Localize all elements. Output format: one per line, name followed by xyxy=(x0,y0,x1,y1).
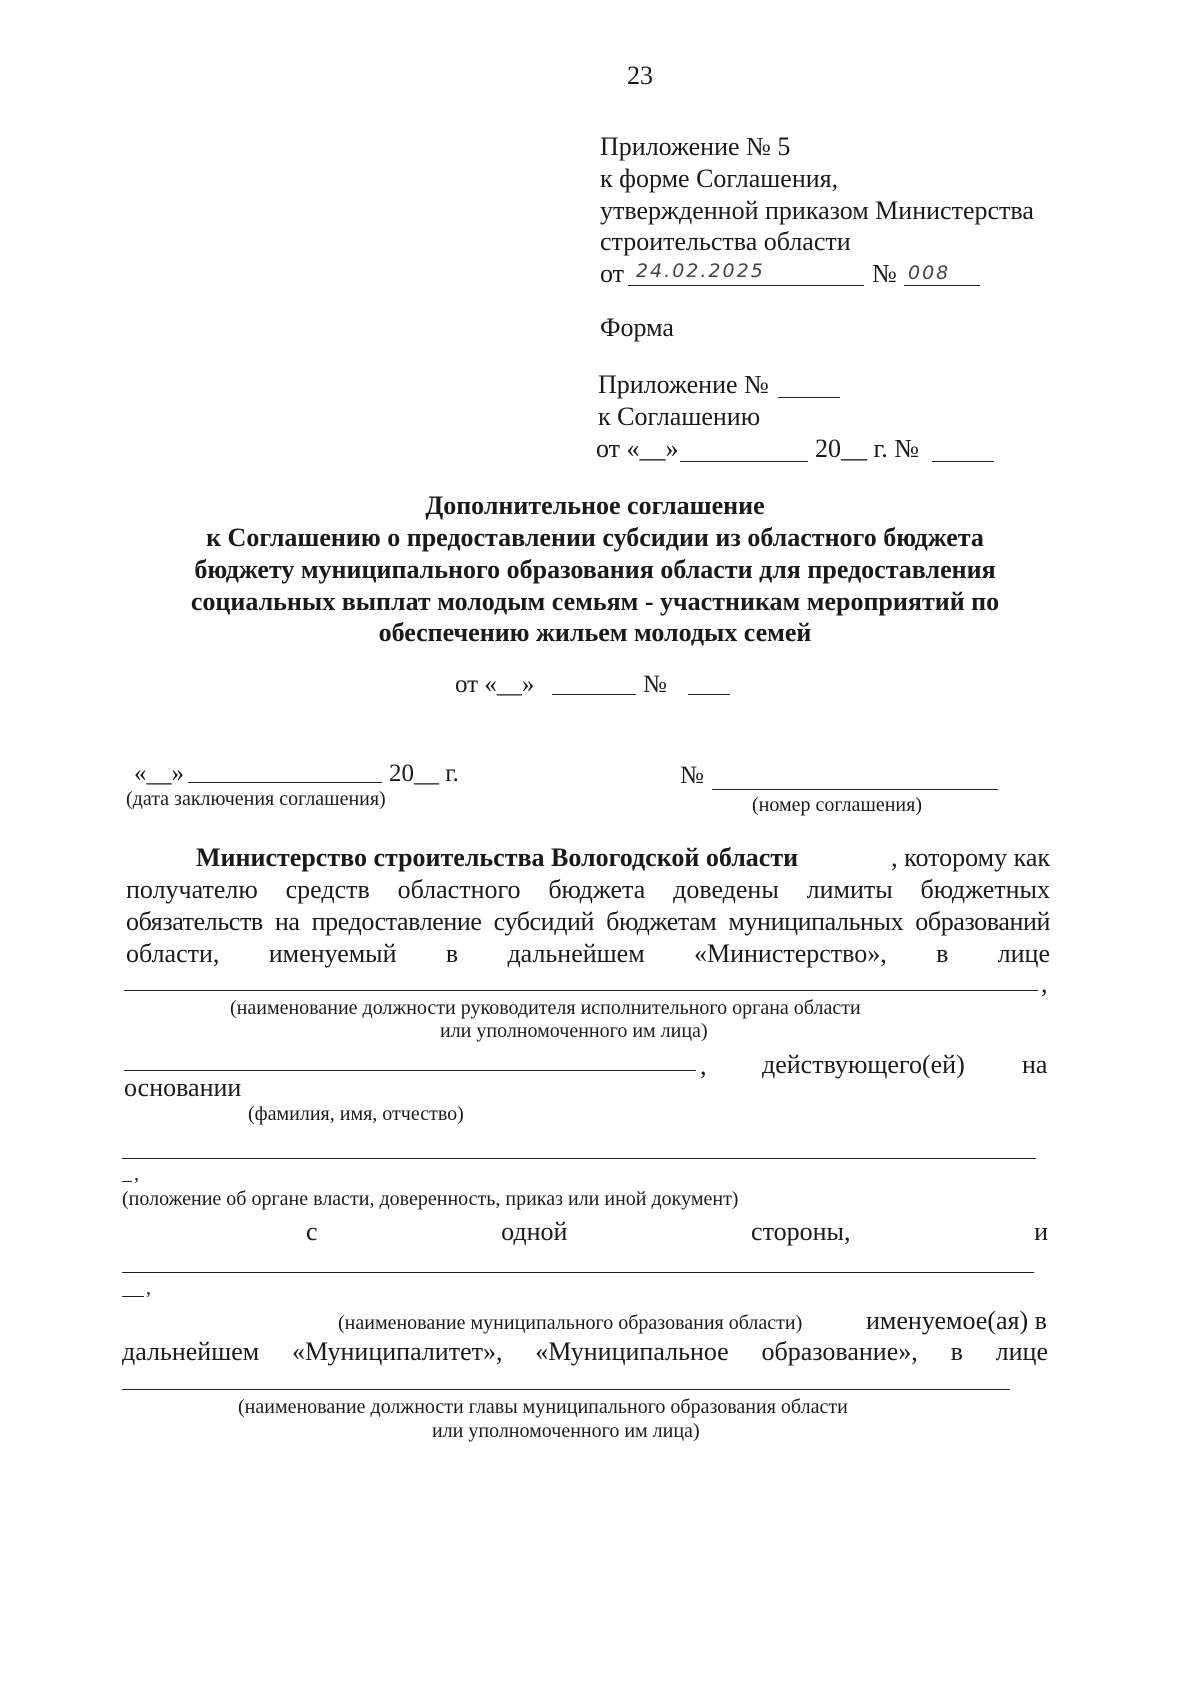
title-line-3: бюджету муниципального образования области для предоставления xyxy=(194,555,996,584)
body-line-5: дальнейшем «Муниципалитет», «Муниципальное образование», в лице xyxy=(122,1337,1048,1366)
approval-number-prefix: № xyxy=(872,259,897,288)
approval-line-2: к форме Соглашения, xyxy=(600,164,839,193)
comma: , xyxy=(146,1277,151,1299)
title-date-underline xyxy=(552,694,636,695)
annex-line-1: Приложение № xyxy=(598,370,769,399)
page-number: 23 xyxy=(627,61,653,90)
form-label: Форма xyxy=(600,313,674,342)
approval-date-prefix: от xyxy=(600,259,625,288)
approval-number-underline xyxy=(904,285,980,286)
body-line-3: обязательств на предоставление субсидий бюджетам муниципальных образований xyxy=(126,907,1050,936)
body-line-1-rest: , которому как xyxy=(891,843,1050,872)
comma: , xyxy=(134,1163,139,1185)
caption-document: (положение об органе власти, доверенность, приказ или иной документ) xyxy=(122,1188,739,1210)
title-line-1: Дополнительное соглашение xyxy=(425,491,765,520)
annex-number-underline xyxy=(778,397,840,398)
annex-date-prefix: от «__» xyxy=(596,434,679,463)
municipality-underline xyxy=(122,1272,1034,1273)
acting-text: действующего(ей) xyxy=(762,1050,965,1079)
document-underline xyxy=(122,1158,1036,1159)
approval-date-underline xyxy=(628,285,864,286)
caption-head-2: или уполномоченного им лица) xyxy=(432,1420,700,1442)
agreement-number-underline xyxy=(712,789,998,790)
comma: , xyxy=(1041,969,1048,998)
position-underline xyxy=(124,990,1038,991)
one-side-line: с одной стороны, и xyxy=(306,1217,1048,1246)
title-number-underline xyxy=(688,694,730,695)
document-underline-short xyxy=(122,1181,132,1182)
approval-line-3: утвержденной приказом Министерства xyxy=(600,196,1034,225)
body-line-1 xyxy=(196,842,1050,874)
conclusion-date-caption: (дата заключения соглашения) xyxy=(126,788,386,810)
body-line-4: области, именуемый в дальнейшем «Министерство», в лице xyxy=(126,939,1050,968)
approval-number-handwritten: 008 xyxy=(908,262,951,284)
agreement-number-caption: (номер соглашения) xyxy=(752,794,922,816)
caption-fio: (фамилия, имя, отчество) xyxy=(248,1103,464,1125)
caption-municipality: (наименование муниципального образования области) xyxy=(338,1312,803,1334)
on-text: на xyxy=(1022,1050,1048,1079)
named-text: именуемое(ая) в xyxy=(866,1306,1047,1335)
annex-year: 20__ г. № xyxy=(815,434,920,463)
annex-date-underline xyxy=(680,461,808,462)
title-line-2: к Соглашению о предоставлении субсидии из областного бюджета xyxy=(206,523,984,552)
title-line-5: обеспечению жильем молодых семей xyxy=(378,618,812,647)
head-underline xyxy=(122,1389,1010,1390)
conclusion-date: «__» xyxy=(134,760,184,787)
agreement-number-label: № xyxy=(680,762,704,789)
caption-position-1: (наименование должности руководителя исполнительного органа области xyxy=(230,997,861,1019)
title-number-label: № xyxy=(643,671,667,698)
basis-text: основании xyxy=(124,1073,242,1102)
caption-position-2: или уполномоченного им лица) xyxy=(440,1020,708,1042)
approval-date-handwritten: 24.02.2025 xyxy=(636,260,765,282)
caption-head-1: (наименование должности главы муниципального образования области xyxy=(238,1396,848,1418)
title-date-prefix: от «__» xyxy=(455,671,535,698)
annex-line-2: к Соглашению xyxy=(598,402,761,431)
annex-number2-underline xyxy=(932,461,994,462)
ministry-name: Министерство строительства Вологодской области xyxy=(196,843,799,872)
municipality-underline-short xyxy=(122,1296,144,1297)
body-line-2: получателю средств областного бюджета доведены лимиты бюджетных xyxy=(126,875,1050,904)
fio-underline xyxy=(124,1070,696,1071)
approval-line-1: Приложение № 5 xyxy=(600,132,791,161)
approval-line-4: строительства области xyxy=(600,227,851,256)
conclusion-year: 20__ г. xyxy=(389,760,459,787)
comma: , xyxy=(700,1051,707,1080)
conclusion-date-underline xyxy=(188,782,382,783)
title-line-4: социальных выплат молодым семьям - участникам мероприятий по xyxy=(190,587,1000,616)
